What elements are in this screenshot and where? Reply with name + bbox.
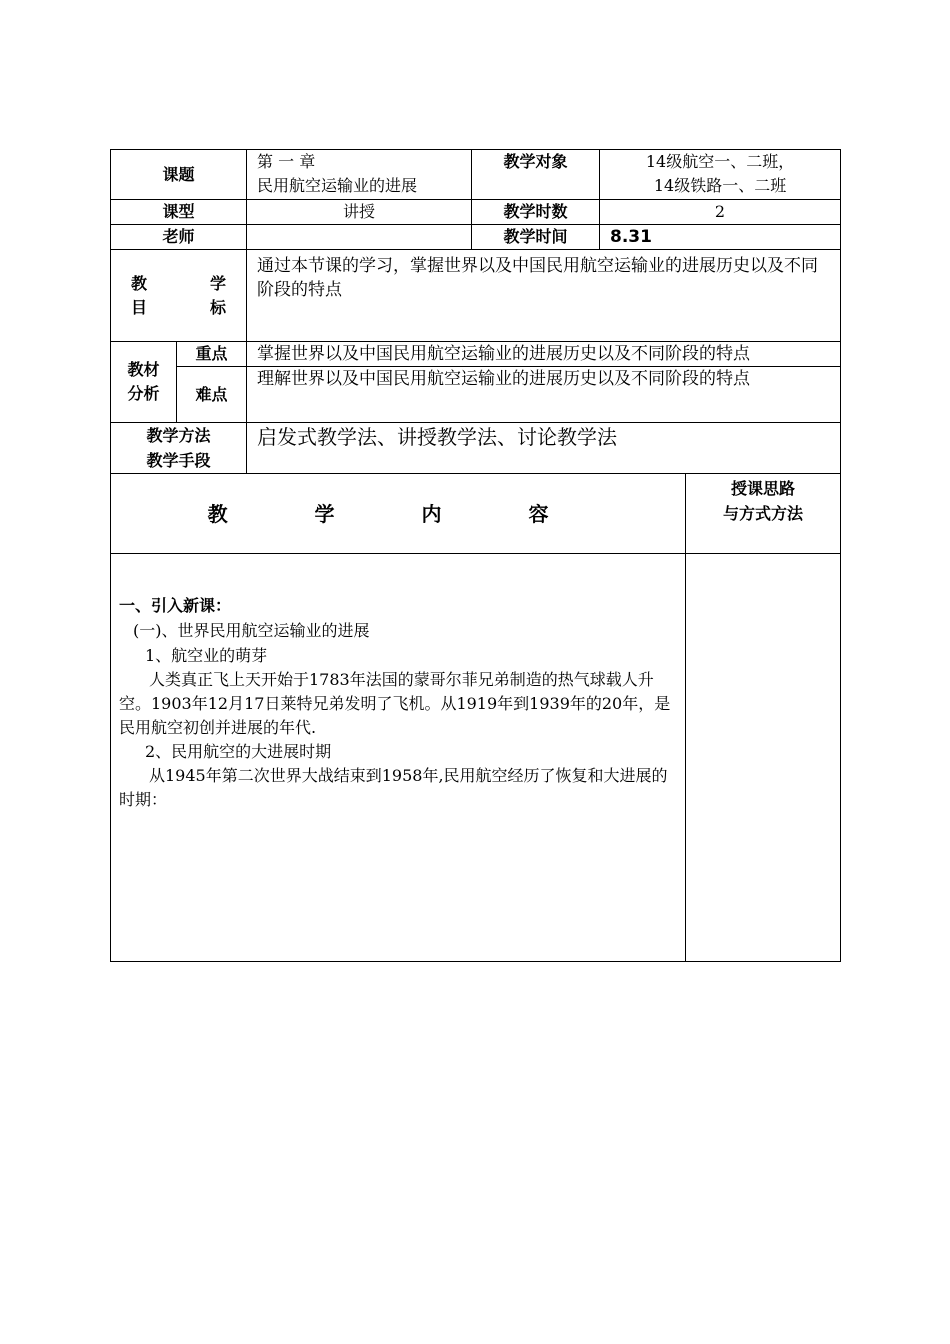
row-difficult-point	[111, 367, 841, 423]
hours-value: 2	[600, 200, 841, 225]
topic-value	[247, 150, 472, 200]
row-key-point	[111, 342, 841, 367]
topic-label: 课题	[111, 150, 247, 200]
method-header-line2: 与方式方法	[723, 504, 804, 523]
teacher-value	[247, 225, 472, 250]
content-title	[111, 474, 686, 554]
target-line1: 14级航空一、二班，	[645, 152, 795, 171]
method-column-header	[686, 474, 841, 554]
teacher-label: 老师	[111, 225, 247, 250]
key-point-text: 掌握世界以及中国民用航空运输业的进展历史以及不同阶段的特点	[247, 342, 841, 367]
date-value: 8.31	[600, 225, 841, 250]
objectives-label-b1: 目	[131, 297, 148, 317]
lesson-plan-table	[110, 149, 841, 962]
target-line2: 14级铁路一、二班	[653, 176, 787, 195]
difficult-point-label: 难点	[177, 367, 247, 423]
hours-label: 教学时数	[472, 200, 600, 225]
content-body	[111, 554, 686, 962]
content-item-1: 1、航空业的萌芽	[145, 646, 268, 665]
target-label: 教学对象	[472, 150, 600, 200]
difficult-point-text: 理解世界以及中国民用航空运输业的进展历史以及不同阶段的特点	[247, 367, 841, 423]
type-value: 讲授	[247, 200, 472, 225]
content-item-2: 2、民用航空的大进展时期	[145, 742, 332, 761]
topic-line1: 第 一 章	[257, 152, 316, 171]
analysis-label-line2: 分析	[127, 384, 160, 403]
content-paragraph-2: 从1945年第二次世界大战结束到1958年,民用航空经历了恢复和大进展的时期：	[119, 766, 668, 809]
objectives-label-a1: 教	[131, 273, 148, 293]
content-heading: 一、引入新课：	[119, 596, 232, 615]
target-value	[600, 150, 841, 200]
row-methods	[111, 423, 841, 474]
content-title-text: 教 学 内 容	[207, 501, 589, 526]
objectives-label	[111, 250, 247, 342]
date-label: 教学时间	[472, 225, 600, 250]
row-content-body	[111, 554, 841, 962]
methods-label-line2: 教学手段	[146, 451, 211, 470]
methods-text: 启发式教学法、讲授教学法、讨论教学法	[247, 423, 841, 474]
method-notes-cell	[686, 554, 841, 962]
methods-label-line1: 教学方法	[146, 426, 211, 445]
topic-line2: 民用航空运输业的进展	[257, 176, 418, 195]
row-type	[111, 200, 841, 225]
row-objectives	[111, 250, 841, 342]
analysis-label-line1: 教材	[127, 360, 160, 379]
row-teacher	[111, 225, 841, 250]
methods-label	[111, 423, 247, 474]
content-paragraph-1: 人类真正飞上天开始于1783年法国的蒙哥尔菲兄弟制造的热气球载人升空。1903年12月17日莱特兄弟发明了飞机。从1919年到1939年的20年，是民用航空初创并进展的年代.	[119, 670, 671, 737]
objectives-label-a2: 学	[210, 273, 227, 293]
content-subheading-1: (一)、世界民用航空运输业的进展	[133, 621, 370, 640]
type-label: 课型	[111, 200, 247, 225]
analysis-label	[111, 342, 177, 423]
row-content-header	[111, 474, 841, 554]
objectives-text: 通过本节课的学习，掌握世界以及中国民用航空运输业的进展历史以及不同阶段的特点	[247, 250, 841, 342]
method-header-line1: 授课思路	[731, 479, 796, 498]
key-point-label: 重点	[177, 342, 247, 367]
row-topic	[111, 150, 841, 200]
objectives-label-b2: 标	[210, 297, 227, 317]
